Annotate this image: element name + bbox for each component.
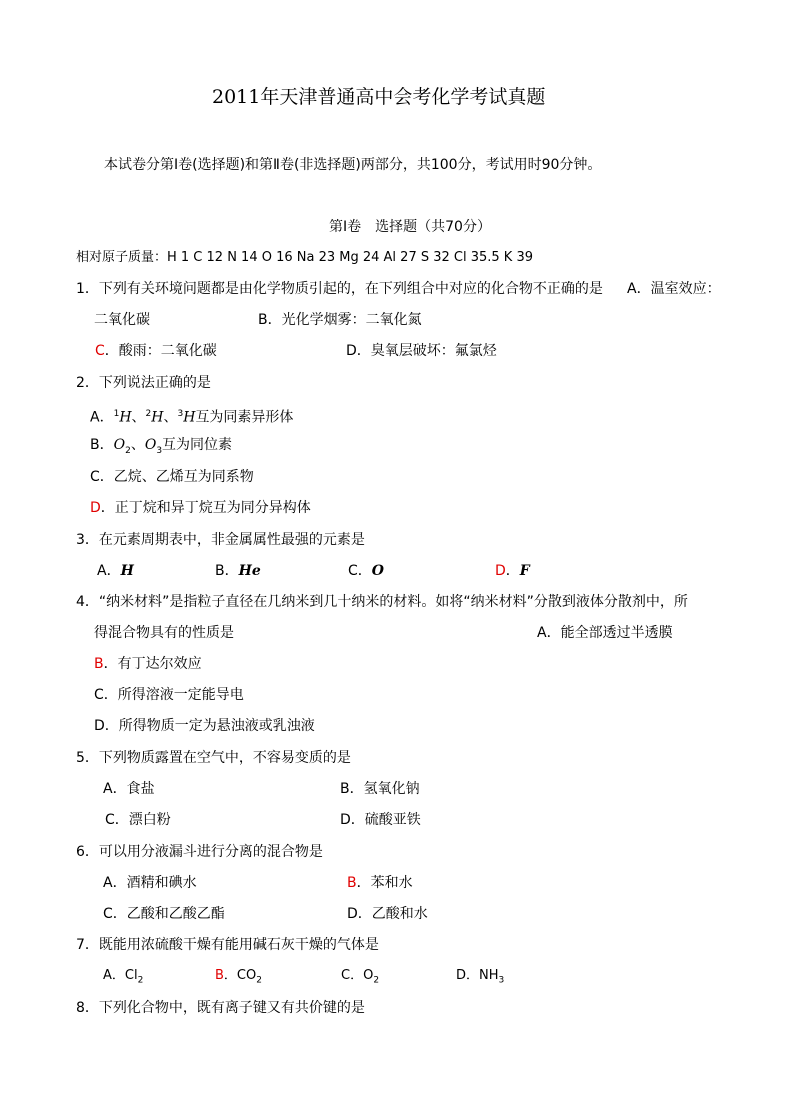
q4-option-a: A．能全部透过半透膜: [537, 625, 673, 641]
q6-stem: 6．可以用分液漏斗进行分离的混合物是: [76, 844, 323, 860]
q5-option-b: B．氢氧化钠: [340, 781, 420, 797]
isotope-mass: 2: [145, 409, 152, 419]
q1-option-a-cont: 二氧化碳: [94, 312, 150, 328]
answer-letter: D: [90, 500, 101, 516]
q6-option-c: C．乙酸和乙酸乙酯: [103, 906, 225, 922]
subscript: 2: [256, 975, 262, 986]
q1-stem: 1．下列有关环境问题都是由化学物质引起的，在下列组合中对应的化合物不正确的是: [76, 281, 603, 297]
q3-stem: 3．在元素周期表中，非金属属性最强的元素是: [76, 532, 365, 548]
answer-letter: B: [215, 968, 224, 983]
option-prefix: A．: [97, 563, 121, 579]
element: F: [519, 563, 530, 579]
q7-stem: 7．既能用浓硫酸干燥有能用碱石灰干燥的气体是: [76, 937, 379, 953]
subscript: 2: [373, 975, 380, 986]
element: He: [238, 563, 261, 579]
formula: O: [113, 437, 126, 453]
page-title: 2011年天津普通高中会考化学考试真题: [212, 86, 546, 108]
q2-option-c: C．乙烷、乙烯互为同系物: [90, 469, 254, 485]
intro: 本试卷分第Ⅰ卷(选择题)和第Ⅱ卷(非选择题)两部分，共100分，考试用时90分钟。: [104, 157, 602, 173]
isotope-mass: 3: [177, 409, 184, 419]
subscript: 3: [156, 445, 163, 456]
sep: 、: [163, 409, 178, 426]
q3-option-b: [215, 562, 261, 580]
subscript: 2: [137, 975, 144, 986]
option-text: C．O: [341, 968, 374, 983]
q5-stem: 5．下列物质露置在空气中，不容易变质的是: [76, 750, 351, 766]
q4-option-d: D．所得物质一定为悬浊液或乳浊液: [94, 718, 315, 734]
q6-option-b: [347, 874, 413, 892]
q1-option-d: D．臭氧层破坏：氟氯烃: [346, 343, 497, 359]
answer-letter: D: [495, 563, 506, 579]
subscript: 2: [125, 445, 131, 456]
q3-option-a: [97, 562, 134, 580]
option-text: ．CO: [223, 968, 257, 983]
q6-option-a: A．酒精和碘水: [103, 875, 197, 891]
q2-stem: 2．下列说法正确的是: [76, 375, 211, 391]
option-prefix: C．: [348, 563, 372, 579]
option-prefix: A．: [90, 409, 114, 426]
element: H: [119, 409, 132, 426]
q6-option-d: D．乙酸和水: [347, 906, 428, 922]
option-text: ．正丁烷和异丁烷互为同分异构体: [100, 500, 311, 516]
option-prefix: B．: [90, 437, 114, 453]
sep: 、: [131, 409, 146, 426]
option-text: D．NH: [456, 968, 499, 983]
option-prefix: ．: [505, 563, 520, 579]
element: H: [151, 409, 164, 426]
q4-option-b: [94, 655, 202, 673]
q7-option-d: [456, 967, 504, 990]
q2-option-a: [90, 405, 293, 427]
q7-option-c: [341, 967, 379, 990]
q5-option-a: A．食盐: [103, 781, 155, 797]
q4-stem-cont: 得混合物具有的性质是: [94, 625, 234, 641]
option-text: ．酸雨：二氧化碳: [104, 343, 217, 359]
answer-letter: B: [347, 875, 357, 891]
section-heading: 第Ⅰ卷 选择题（共70分）: [329, 219, 491, 235]
element: H: [120, 563, 134, 579]
answer-letter: C: [95, 343, 105, 359]
option-text: A．Cl: [103, 968, 138, 983]
subscript: 3: [498, 975, 505, 986]
formula: O: [144, 437, 157, 453]
q5-option-c: C．漂白粉: [105, 812, 171, 828]
q4-option-c: C．所得溶液一定能导电: [94, 687, 244, 703]
q1-option-a: A．温室效应：: [627, 281, 721, 297]
element: O: [371, 563, 384, 579]
q2-option-d: [90, 499, 311, 517]
option-text: ．苯和水: [356, 875, 413, 891]
isotope-mass: 1: [113, 409, 120, 419]
atomic-masses: 相对原子质量：H 1 C 12 N 14 O 16 Na 23 Mg 24 Al 27 S 32 Cl 35.5 K 39: [76, 250, 534, 265]
option-prefix: B．: [215, 563, 239, 579]
q3-option-d: [495, 562, 530, 580]
answer-letter: B: [94, 656, 104, 672]
q8-stem: 8．下列化合物中，既有离子键又有共价键的是: [76, 1000, 365, 1016]
option-text: 互为同素异形体: [195, 409, 294, 426]
option-text: 互为同位素: [162, 437, 233, 453]
q7-option-a: [103, 967, 143, 990]
q1-option-c: [95, 342, 217, 360]
element: H: [183, 409, 196, 426]
q4-stem: 4．“纳米材料”是指粒子直径在几纳米到几十纳米的材料。如将“纳米材料”分散到液体分散剂中，所: [76, 594, 688, 610]
q2-option-b: [90, 436, 232, 460]
q3-option-c: [348, 562, 384, 580]
q5-option-d: D．硫酸亚铁: [340, 812, 421, 828]
q7-option-b: [215, 967, 262, 990]
sep: 、: [130, 437, 145, 453]
q1-option-b: B．光化学烟雾：二氧化氮: [258, 312, 422, 328]
option-text: ．有丁达尔效应: [103, 656, 202, 672]
